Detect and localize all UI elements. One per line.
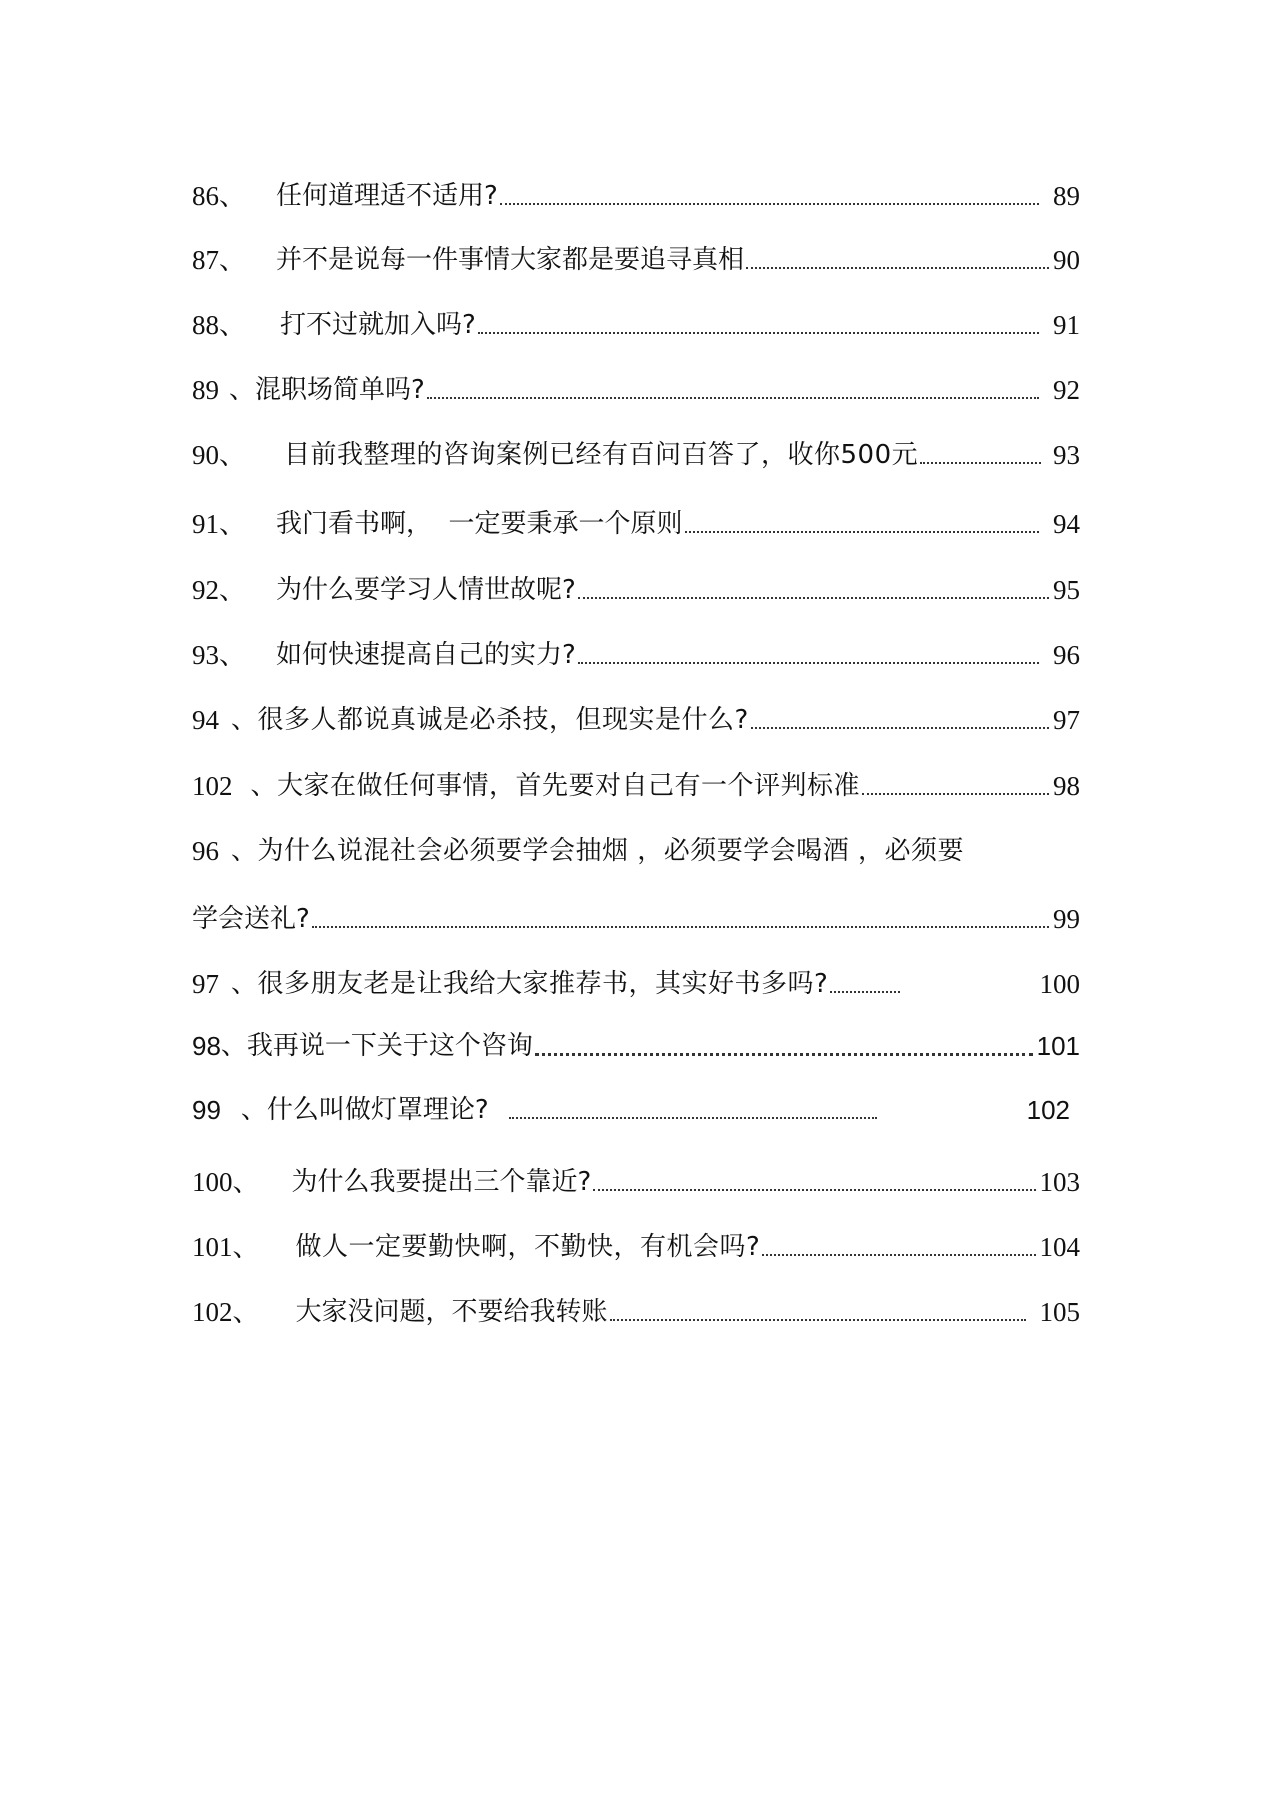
toc-entry-90[interactable]: [192, 431, 1080, 471]
toc-entry-100[interactable]: [192, 1158, 1080, 1198]
entry-title: 、什么叫做灯罩理论?: [240, 1095, 489, 1125]
dot-leader: [610, 1319, 1026, 1321]
toc-entry-92[interactable]: [192, 566, 1080, 606]
dot-leader: [312, 926, 1049, 928]
dot-leader: [578, 662, 1039, 664]
toc-entry-94[interactable]: [192, 696, 1080, 736]
entry-number: 91、: [192, 509, 246, 539]
entry-title-continued: 学会送礼?: [192, 904, 310, 934]
entry-page-number: 89: [1053, 181, 1080, 211]
entry-number: 97: [192, 969, 219, 999]
entry-title: 、很多朋友老是让我给大家推荐书，其实好书多吗?: [231, 969, 829, 999]
toc-entry-89[interactable]: [192, 366, 1080, 406]
toc-entry-97[interactable]: [192, 960, 1080, 1000]
dot-leader: [478, 332, 1039, 334]
dot-leader: [509, 1117, 877, 1119]
entry-title: 做人一定要勤快啊，不勤快，有机会吗?: [295, 1232, 761, 1262]
entry-title: 我门看书啊， 一定要秉承一个原则: [276, 509, 683, 539]
entry-page-number: 102: [1026, 1095, 1070, 1125]
entry-number: 89: [192, 375, 219, 405]
entry-title: 为什么我要提出三个靠近?: [291, 1167, 592, 1197]
entry-number: 93、: [192, 640, 246, 670]
entry-number: 102、: [192, 1297, 260, 1327]
toc-entry-93[interactable]: [192, 631, 1080, 671]
entry-page-number: 98: [1053, 771, 1080, 801]
entry-number: 98: [192, 1031, 221, 1061]
entry-title: 大家没问题，不要给我转账: [295, 1297, 608, 1327]
dot-leader: [862, 793, 1049, 795]
toc-entry-91[interactable]: [192, 500, 1080, 540]
entry-page-number: 101: [1036, 1031, 1080, 1061]
entry-number: 92、: [192, 575, 246, 605]
toc-entry-102-standard[interactable]: [192, 762, 1080, 802]
entry-page-number: 104: [1039, 1232, 1080, 1262]
entry-title: 并不是说每一件事情大家都是要追寻真相: [276, 245, 745, 275]
toc-entry-86[interactable]: [192, 172, 1080, 212]
entry-number: 101、: [192, 1232, 260, 1262]
entry-number: 90、: [192, 440, 246, 470]
dot-leader: [535, 1053, 1033, 1056]
entry-page-number: 92: [1053, 375, 1080, 405]
toc-entry-88[interactable]: [192, 301, 1080, 341]
entry-number: 102: [192, 771, 233, 801]
dot-leader: [830, 991, 900, 993]
dot-leader: [427, 397, 1039, 399]
entry-number: 86、: [192, 181, 246, 211]
toc-entry-102-transfer[interactable]: [192, 1288, 1080, 1328]
entry-title: 、大家在做任何事情，首先要对自己有一个评判标准: [250, 771, 861, 801]
entry-title: 如何快速提高自己的实力?: [276, 640, 576, 670]
entry-title: 任何道理适不适用?: [276, 181, 498, 211]
dot-leader: [920, 462, 1041, 464]
entry-number: 99: [192, 1095, 221, 1125]
toc-entry-96[interactable]: [192, 827, 1080, 867]
entry-title: 为什么要学习人情世故呢?: [276, 575, 576, 605]
entry-number: 87、: [192, 245, 246, 275]
entry-page-number: 97: [1053, 705, 1080, 735]
toc-entry-101[interactable]: [192, 1223, 1080, 1263]
toc-entry-98[interactable]: [192, 1022, 1080, 1062]
entry-page-number: 99: [1053, 904, 1080, 934]
entry-page-number: 105: [1039, 1297, 1080, 1327]
entry-page-number: 91: [1053, 310, 1080, 340]
entry-page-number: 100: [1039, 969, 1080, 999]
entry-page-number: 95: [1053, 575, 1080, 605]
entry-title: 打不过就加入吗?: [280, 310, 476, 340]
toc-entry-99[interactable]: [192, 1086, 1080, 1126]
dot-leader: [500, 203, 1039, 205]
entry-title: 、我再说一下关于这个咨询: [220, 1031, 533, 1061]
entry-number: 94: [192, 705, 219, 735]
dot-leader: [685, 531, 1039, 533]
dot-leader: [746, 267, 1049, 269]
entry-number: 96: [192, 836, 219, 866]
toc-entry-96-continued[interactable]: [192, 895, 1080, 935]
entry-title: 、很多人都说真诚是必杀技，但现实是什么?: [231, 705, 749, 735]
entry-title: 目前我整理的咨询案例已经有百问百答了，收你500元: [284, 440, 919, 470]
entry-page-number: 93: [1053, 440, 1080, 470]
dot-leader: [762, 1254, 1035, 1256]
entry-page-number: 94: [1053, 509, 1080, 539]
entry-number: 100、: [192, 1167, 260, 1197]
entry-title: 、混职场简单吗?: [229, 375, 425, 405]
entry-title: 、为什么说混社会必须要学会抽烟 ，必须要学会喝酒 ，必须要: [231, 836, 965, 866]
dot-leader: [578, 597, 1049, 599]
entry-number: 88、: [192, 310, 246, 340]
toc-entry-87[interactable]: [192, 236, 1080, 276]
entry-page-number: 90: [1053, 245, 1080, 275]
dot-leader: [751, 727, 1049, 729]
dot-leader: [593, 1189, 1035, 1191]
entry-page-number: 96: [1053, 640, 1080, 670]
entry-page-number: 103: [1039, 1167, 1080, 1197]
